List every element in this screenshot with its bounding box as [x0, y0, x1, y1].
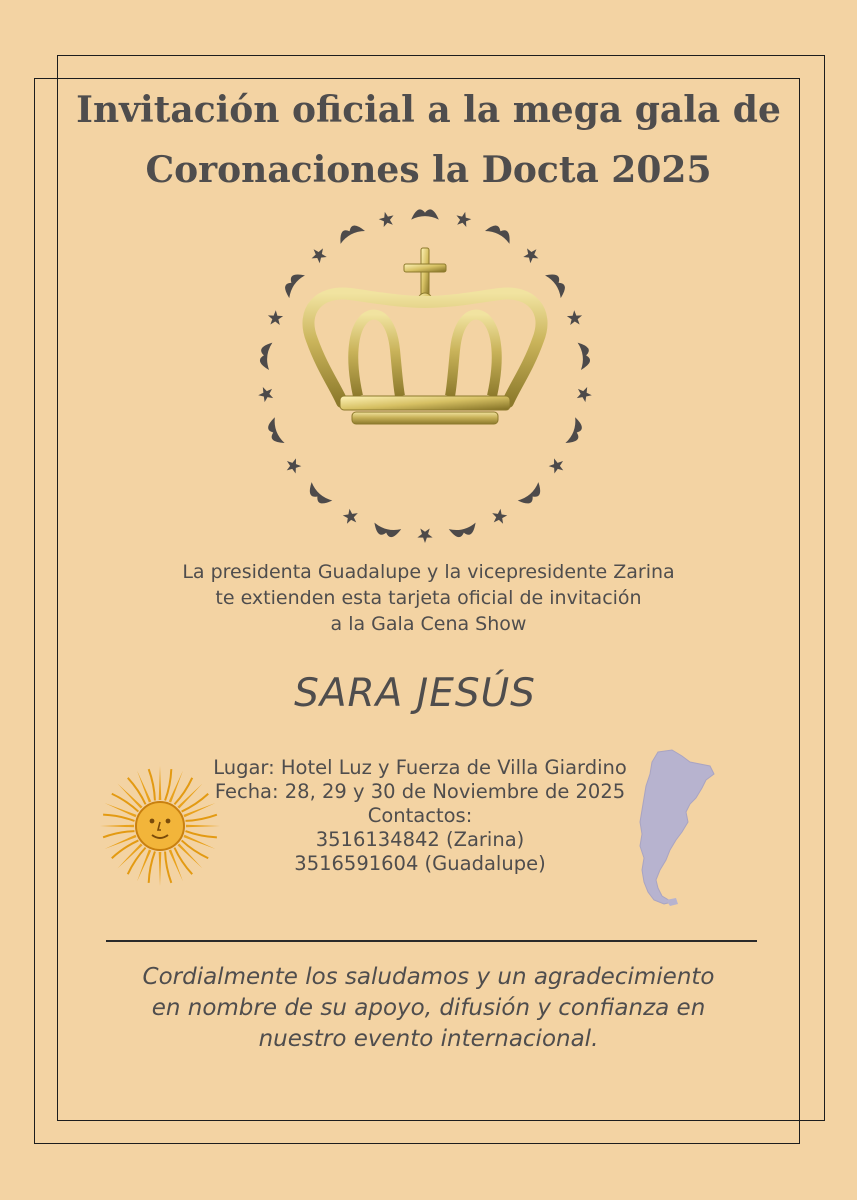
title-line-1: Invitación oficial a la mega gala de — [76, 89, 781, 131]
crown-emblem-graphic — [240, 190, 610, 560]
event-details — [150, 756, 690, 876]
closing-text — [90, 962, 767, 1055]
event-date: Fecha: 28, 29 y 30 de Noviembre de 2025 — [214, 780, 626, 803]
guest-name: SARA JESÚS — [294, 671, 536, 716]
intro-line-1: La presidenta Guadalupe y la vicepresidente Zarina — [182, 561, 675, 583]
title-line-2: Coronaciones la Docta 2025 — [145, 149, 712, 191]
closing-line-2: en nombre de su apoyo, difusión y confianza en — [151, 995, 706, 1021]
intro-text — [80, 559, 777, 637]
divider-line — [106, 940, 757, 942]
closing-line-3: nuestro evento internacional. — [258, 1026, 599, 1052]
argentina-map-icon — [630, 748, 722, 908]
argentina-map-graphic — [630, 748, 722, 908]
contact-guadalupe: 3516591604 (Guadalupe) — [294, 852, 546, 875]
intro-line-2: te extienden esta tarjeta oficial de invitación — [215, 587, 642, 609]
crown-emblem — [240, 190, 610, 560]
event-place: Lugar: Hotel Luz y Fuerza de Villa Giardino — [213, 756, 627, 779]
intro-line-3: a la Gala Cena Show — [330, 613, 527, 635]
contact-zarina: 3516134842 (Zarina) — [315, 828, 525, 851]
invitation-title — [60, 80, 797, 200]
crown-icon — [308, 248, 541, 424]
closing-line-1: Cordialmente los saludamos y un agradecimiento — [142, 964, 715, 990]
contacts-label: Contactos: — [367, 804, 473, 827]
